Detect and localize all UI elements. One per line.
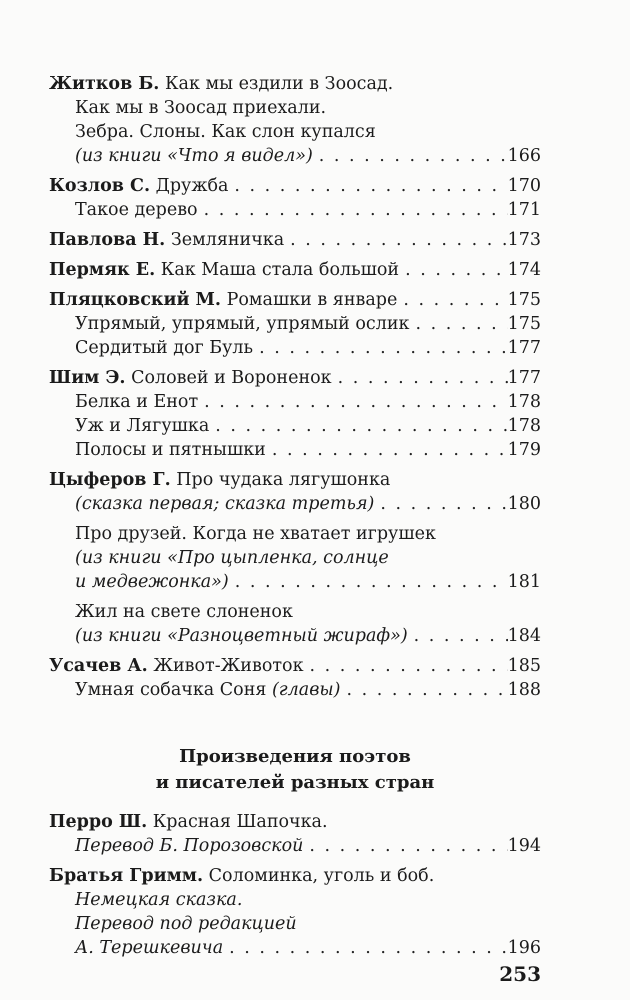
toc-line xyxy=(75,834,541,858)
work-title: Ромашки в январе xyxy=(226,290,398,310)
translator-note: А. Терешкевича xyxy=(75,938,224,958)
work-title: Про чудака лягушонка xyxy=(176,470,391,490)
work-title: Умная собачка Соня xyxy=(75,680,267,700)
dot-leader xyxy=(253,336,508,360)
translator-note: Немецкая сказка. xyxy=(75,890,243,910)
dot-leader xyxy=(397,288,507,312)
dot-leader xyxy=(341,678,508,702)
toc-line xyxy=(75,570,541,594)
dot-leader xyxy=(266,438,508,462)
page-ref: 185 xyxy=(507,656,541,676)
work-title: Соловей и Вороненок xyxy=(131,368,332,388)
author-name: Шим Э. xyxy=(49,368,126,388)
work-title: Белка и Енот xyxy=(75,392,199,412)
dot-leader xyxy=(284,228,507,252)
toc-line xyxy=(75,438,541,462)
toc-entry-kozlov xyxy=(49,174,541,198)
toc-entry-tsyferov xyxy=(49,468,541,492)
author-name: Житков Б. xyxy=(49,74,160,94)
toc-line xyxy=(75,144,541,168)
toc-line xyxy=(75,936,541,960)
dot-leader xyxy=(374,492,507,516)
author-name: Перро Ш. xyxy=(49,812,148,832)
work-title: Соломинка, уголь и боб. xyxy=(208,866,435,886)
page-ref: 174 xyxy=(507,260,541,280)
work-title: Живот-Животок xyxy=(153,656,304,676)
toc-line xyxy=(75,312,541,336)
toc-entry-grimm xyxy=(49,864,541,888)
page-ref: 184 xyxy=(507,626,541,646)
work-title: Про друзей. Когда не хватает игрушек xyxy=(75,524,436,544)
page-ref: 178 xyxy=(507,416,541,436)
work-title: Полосы и пятнышки xyxy=(75,440,266,460)
page-ref: 166 xyxy=(507,146,541,166)
author-name: Усачев А. xyxy=(49,656,148,676)
work-title: Зебра. Слоны. Как слон купался xyxy=(75,122,376,142)
source-note: (главы) xyxy=(271,680,341,700)
work-title: Такое дерево xyxy=(75,200,198,220)
author-name: Пляцковский М. xyxy=(49,290,222,310)
section-heading-line: Произведения поэтов xyxy=(179,746,411,767)
work-title: Земляничка xyxy=(170,230,285,250)
work-title: Как мы в Зоосад приехали. xyxy=(75,98,327,118)
page-ref: 177 xyxy=(507,338,541,358)
translator-note: Перевод Б. Порозовской xyxy=(75,836,304,856)
dot-leader xyxy=(229,570,508,594)
toc-line xyxy=(75,414,541,438)
author-name: Пермяк Е. xyxy=(49,260,156,280)
page-ref: 170 xyxy=(507,176,541,196)
dot-leader xyxy=(303,834,507,858)
page-ref: 178 xyxy=(507,392,541,412)
translator-note: Перевод под редакцией xyxy=(75,914,297,934)
toc-line xyxy=(75,678,541,702)
dot-leader xyxy=(399,258,508,282)
toc-line xyxy=(75,492,541,516)
dot-leader xyxy=(198,390,507,414)
page-ref: 177 xyxy=(507,368,541,388)
page-ref: 175 xyxy=(507,314,541,334)
section-heading xyxy=(49,744,541,796)
dot-leader xyxy=(409,312,507,336)
dot-leader xyxy=(223,936,507,960)
source-note: (из книги «Что я видел») xyxy=(75,146,313,166)
page-ref: 173 xyxy=(507,230,541,250)
page-ref: 194 xyxy=(507,836,541,856)
toc-entry-usachev xyxy=(49,654,541,678)
page-ref: 175 xyxy=(507,290,541,310)
toc-entry-permyak xyxy=(49,258,541,282)
work-title: Как Маша стала большой xyxy=(160,260,400,280)
source-note: и медвежонка») xyxy=(75,572,229,592)
dot-leader xyxy=(304,654,508,678)
toc-line xyxy=(75,198,541,222)
dot-leader xyxy=(198,198,508,222)
toc-line xyxy=(75,390,541,414)
source-note: (сказка первая; сказка третья) xyxy=(75,494,375,514)
toc-entry-pavlova xyxy=(49,228,541,252)
author-name: Цыферов Г. xyxy=(49,470,171,490)
dot-leader xyxy=(209,414,507,438)
page-ref: 188 xyxy=(507,680,541,700)
toc-line xyxy=(75,624,541,648)
toc-entry-zhitkov xyxy=(49,72,541,96)
author-name: Павлова Н. xyxy=(49,230,166,250)
toc-entry-plyatskovsky xyxy=(49,288,541,312)
page-ref: 180 xyxy=(507,494,541,514)
dot-leader xyxy=(332,366,508,390)
page-ref: 196 xyxy=(507,938,541,958)
page-number: 253 xyxy=(499,962,541,986)
work-title: Сердитый дог Буль xyxy=(75,338,254,358)
work-title: Жил на свете слоненок xyxy=(75,602,293,622)
dot-leader xyxy=(408,624,508,648)
section-heading-line: и писателей разных стран xyxy=(155,772,435,793)
toc-line xyxy=(75,336,541,360)
page-ref: 181 xyxy=(507,572,541,592)
source-note: (из книги «Разноцветный жираф») xyxy=(75,626,408,646)
page-ref: 179 xyxy=(507,440,541,460)
toc-entry-shim xyxy=(49,366,541,390)
author-name: Братья Гримм. xyxy=(49,866,204,886)
toc-entry-perrault xyxy=(49,810,541,834)
author-name: Козлов С. xyxy=(49,176,151,196)
source-note: (из книги «Про цыпленка, солнце xyxy=(75,548,389,568)
page-ref: 171 xyxy=(507,200,541,220)
work-title: Красная Шапочка. xyxy=(152,812,328,832)
dot-leader xyxy=(313,144,508,168)
work-title: Уж и Лягушка xyxy=(75,416,210,436)
work-title: Дружба xyxy=(155,176,229,196)
dot-leader xyxy=(228,174,507,198)
work-title: Как мы ездили в Зоосад. xyxy=(164,74,394,94)
work-title: Упрямый, упрямый, упрямый ослик xyxy=(75,314,410,334)
